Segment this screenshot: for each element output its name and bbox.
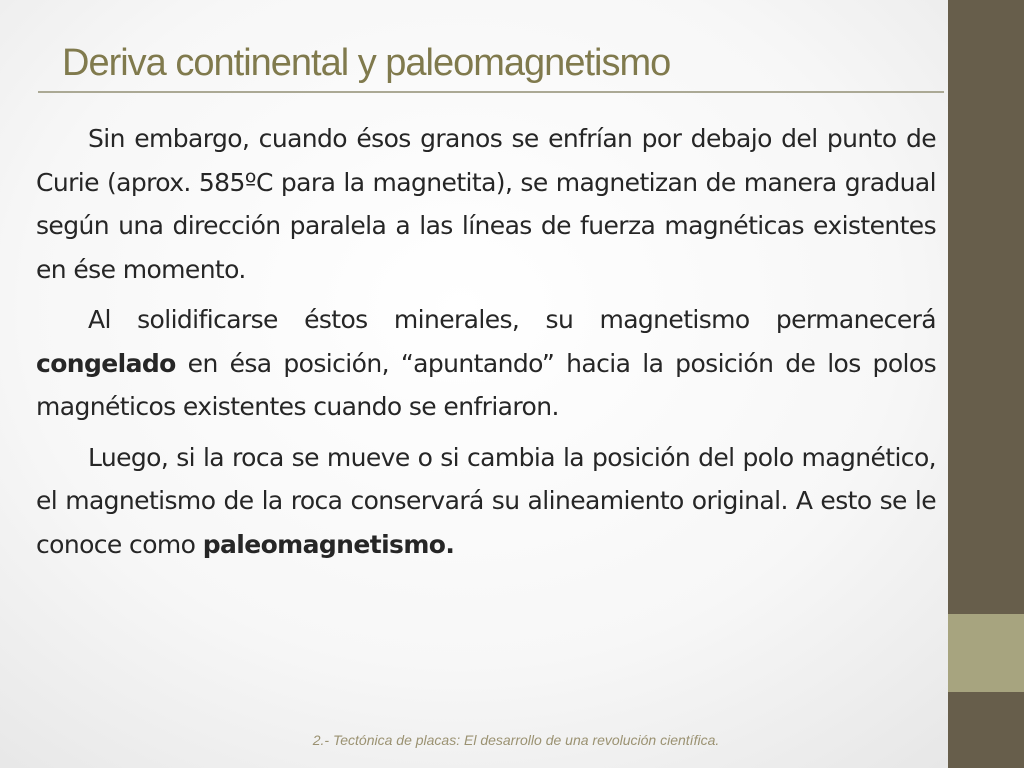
paragraph-2-text-end: en ésa posición, “apuntando” hacia la posición de los polos magnéticos existentes cuando se enfriaron. [36, 348, 936, 421]
title-underline [38, 91, 944, 93]
slide-body [36, 117, 936, 573]
side-decoration-accent [948, 614, 1024, 692]
paragraph-2-text-start: Al solidificarse éstos minerales, su magnetismo permanecerá [88, 305, 936, 334]
footer-text: 2.- Tectónica de placas: El desarrollo de una revolución científica. [312, 732, 720, 748]
paragraph-3-emphasis: paleomagnetismo. [202, 529, 455, 559]
slide-title: Deriva continental y paleomagnetismo [62, 42, 671, 84]
slide-footer [0, 732, 948, 748]
paragraph-1-text: Sin embargo, cuando ésos granos se enfrían por debajo del punto de Curie (aprox. 585ºC para la magnetita), se magnetizan de manera gradual según una dirección paralela a las líneas de fuerza magnéticas existentes en ése momento. [36, 124, 936, 284]
paragraph-1 [36, 117, 936, 291]
paragraph-2-emphasis: congelado [36, 348, 176, 378]
paragraph-2 [36, 298, 936, 429]
paragraph-3-text: Luego, si la roca se mueve o si cambia la posición del polo magnético, el magnetismo de la roca conservará su alineamiento original. A esto se le conoce como [36, 442, 936, 559]
paragraph-3 [36, 436, 936, 567]
